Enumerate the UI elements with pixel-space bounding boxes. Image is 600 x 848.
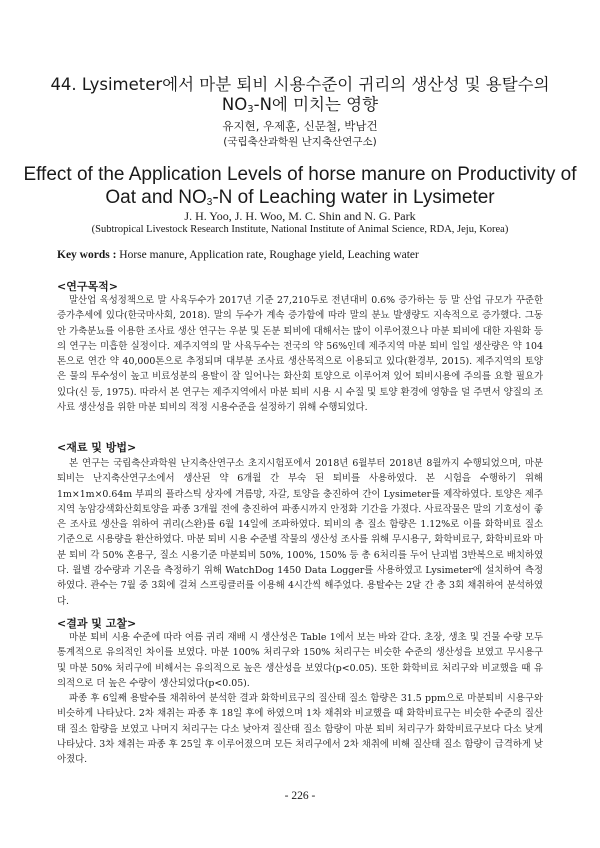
results-heading: <결과 및 고찰> bbox=[57, 617, 137, 630]
english-title-rest: -N of Leaching water in Lysimeter bbox=[212, 187, 495, 208]
english-title-line1: Effect of the Application Levels of horse manure on Productivity of bbox=[23, 164, 577, 185]
korean-authors: 유지현, 우제훈, 신문철, 박남건 bbox=[222, 119, 378, 133]
english-affiliation: (Subtropical Livestock Research Institute, National Institute of Animal Science, RDA, Jeju, Korea) bbox=[91, 224, 509, 235]
page-number: - 226 - bbox=[284, 790, 316, 802]
keywords-text: Horse manure, Application rate, Roughage yield, Leaching water bbox=[116, 249, 419, 261]
keywords bbox=[57, 248, 557, 263]
english-title-subscript: 3 bbox=[206, 197, 213, 208]
korean-title-subscript: 3 bbox=[247, 104, 254, 115]
purpose-heading: <연구목적> bbox=[57, 280, 118, 293]
korean-title-line1: 44. Lysimeter에서 마분 퇴비 시용수준이 귀리의 생산성 및 용탈수의 bbox=[50, 75, 550, 94]
korean-affiliation: (국립축산과학원 난지축산연구소) bbox=[223, 136, 377, 148]
results-body bbox=[57, 630, 543, 768]
methods-heading: <재료 및 방법> bbox=[57, 441, 137, 454]
korean-title-rest: -N에 미치는 영향 bbox=[253, 95, 379, 114]
methods-body: 본 연구는 국립축산과학원 난지축산연구소 초지시험포에서 2018년 6월부터 2018년 8월까지 수행되었으며, 마분 퇴비는 난지축산연구소에서 생산된 약 6개월 간 부숙 된 퇴비를 사용하였다. 본 시험을 수행하기 위해 1m×1m×0.64m 부피의 플라스틱 상자에 겨름망, 자갈, 토양을 충진하여 간이 Lysimeter를 제작하였다. 토양은 제주지역 농암강색화산회토양을 파종 3개월 전에 충진하여 파종시까지 안정화 기간을 가졌다. 사료작물은 말의 기호성이 좋은 조사료 생산을 위하여 귀리(스완)를 6월 14일에 조파하였다. 퇴비의 총 질소 함량은 1.12%로 이를 화학비료 질소 기준으로 시용량을 환산하였다. 마분 퇴비 시용 수준별 작물의 생산성 조사를 위해 무시용구, 화학비료구, 화학비료와 마분 퇴비 각 50% 혼용구, 질소 시용기준 마분퇴비 50%, 100%, 150% 등 총 6처리를 두어 난괴법 3반복으로 배치하였다. 월별 강수량과 기온을 측정하기 위해 WatchDog 1450 Data Logger를 사용하였고 Lysimeter에 설치하여 측정하였다. 관수는 7월 중 3회에 걸쳐 스프링클러를 이용해 4시간씩 해주었다. 용탈수는 2달 간 총 3회 채취하여 분석하였다. bbox=[57, 458, 543, 607]
english-title-pre: Oat and NO bbox=[105, 187, 207, 208]
korean-title-no: NO bbox=[221, 95, 248, 114]
keywords-label: Key words : bbox=[57, 249, 117, 261]
english-authors: J. H. Yoo, J. H. Woo, M. C. Shin and N. G. Park bbox=[184, 209, 416, 223]
results-paragraph-1: 마분 퇴비 시용 수준에 따라 여름 귀리 재배 시 생산성은 Table 1에서 보는 바와 같다. 초장, 생초 및 건물 수량 모두 통계적으로 유의적인 차이를 보였다. 마분 100% 처리구와 150% 처리구는 비슷한 수준의 생산성을 보였고 무시용구 및 마분 50% 처리구에 비해서는 유의적으로 높은 생산성을 보였다(p<0.05). 또한 화학비료 처리구와 비교했을 때 유의적으로 더 높은 수량이 생산되었다(p<0.05). bbox=[57, 632, 543, 689]
purpose-body: 말산업 육성정책으로 말 사육두수가 2017년 기준 27,210두로 전년대비 0.6% 증가하는 등 말 산업 규모가 꾸준한 증가추세에 있다(한국마사회, 2018). 말의 두수가 계속 증가함에 따라 말의 분뇨 발생량도 지속적으로 증가했다. 그동안 가축분뇨를 이용한 조사료 생산 연구는 우분 및 돈분 퇴비에 대해서는 많이 이루어졌으나 마분 퇴비에 대한 자원화 등의 연구는 미흡한 실정이다. 제주지역의 말 사육두수는 전국의 약 56%인데 제주지역 마분 퇴비 일일 생산량은 약 104톤으로 연간 약 40,000톤으로 추정되며 대부분 조사료 생산목적으로 이용되고 있다(환경부, 2015). 제주지역의 토양은 물의 투수성이 높고 비료성분의 용탈이 잘 일어나는 화산회 토양으로 이루어져 있어 퇴비시용에 주의를 요할 필요가 있다(신 등, 1975). 따라서 본 연구는 제주지역에서 마분 퇴비 시용 시 수질 및 토양 환경에 영향을 덜 주면서 양질의 조사료 생산성을 위한 마분 퇴비의 적정 시용수준을 설정하기 위해 수행되었다. bbox=[57, 295, 543, 414]
results-paragraph-2: 파종 후 6일째 용탈수를 채취하여 분석한 결과 화학비료구의 질산태 질소 함량은 31.5 ppm으로 마분퇴비 시용구와 비슷하게 나타났다. 2차 채취는 파종 후 18일 후에 하였으며 1차 채취와 비교했을 때 화학비료구는 비슷한 수준의 질산태 질소 함량을 보였고 나머지 처리구는 다소 낮아져 질산태 질소 함량이 마분 퇴비 처리구가 화학비료구보다 다소 낮게 나타났다. 3차 채취는 파종 후 25일 후 이루어졌으며 모든 처리구에서 2차 채취에 비해 질산태 질소 함량이 급격하게 낮아졌다. bbox=[57, 693, 543, 766]
korean-title-line2 bbox=[40, 94, 560, 121]
